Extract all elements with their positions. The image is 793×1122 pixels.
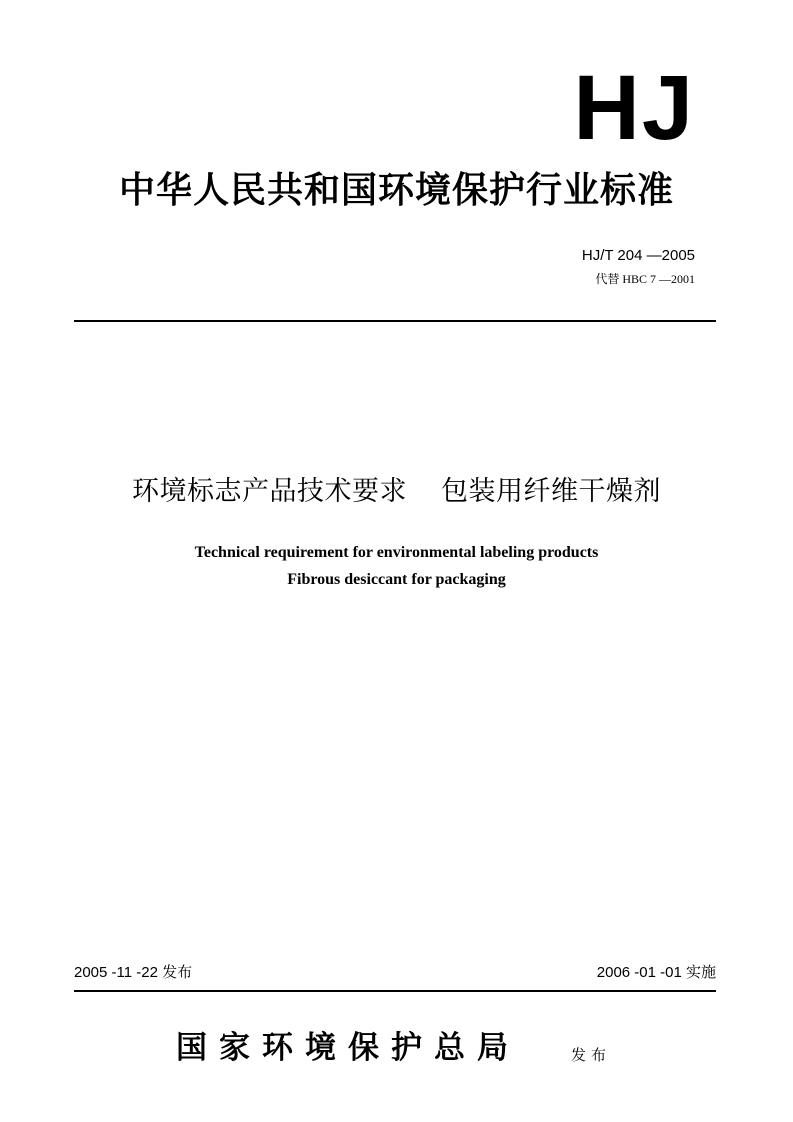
document-title-part2: 包装用纤维干燥剂 — [441, 476, 661, 507]
issue-date: 2005 -11 -22 发布 — [74, 964, 193, 981]
implementation-date: 2006 -01 -01 实施 — [596, 964, 716, 981]
english-title-line2: Fibrous desiccant for packaging — [287, 571, 506, 588]
footer-divider — [74, 990, 716, 992]
standard-category-title: 中华人民共和国环境保护行业标准 — [118, 169, 674, 211]
document-title — [0, 472, 793, 512]
english-title-line1: Technical requirement for environmental labeling products — [194, 544, 599, 561]
document-title-part1: 环境标志产品技术要求 — [132, 476, 407, 507]
standard-logo: HJ — [573, 57, 695, 159]
standard-number: HJ/T 204 —2005 — [581, 247, 695, 264]
replaces-standard: 代替 HBC 7 —2001 — [595, 272, 695, 286]
header-divider — [74, 320, 716, 322]
issuer-action-label: 发布 — [571, 1046, 612, 1064]
issuing-authority: 国家环境保护总局 — [176, 1030, 520, 1066]
